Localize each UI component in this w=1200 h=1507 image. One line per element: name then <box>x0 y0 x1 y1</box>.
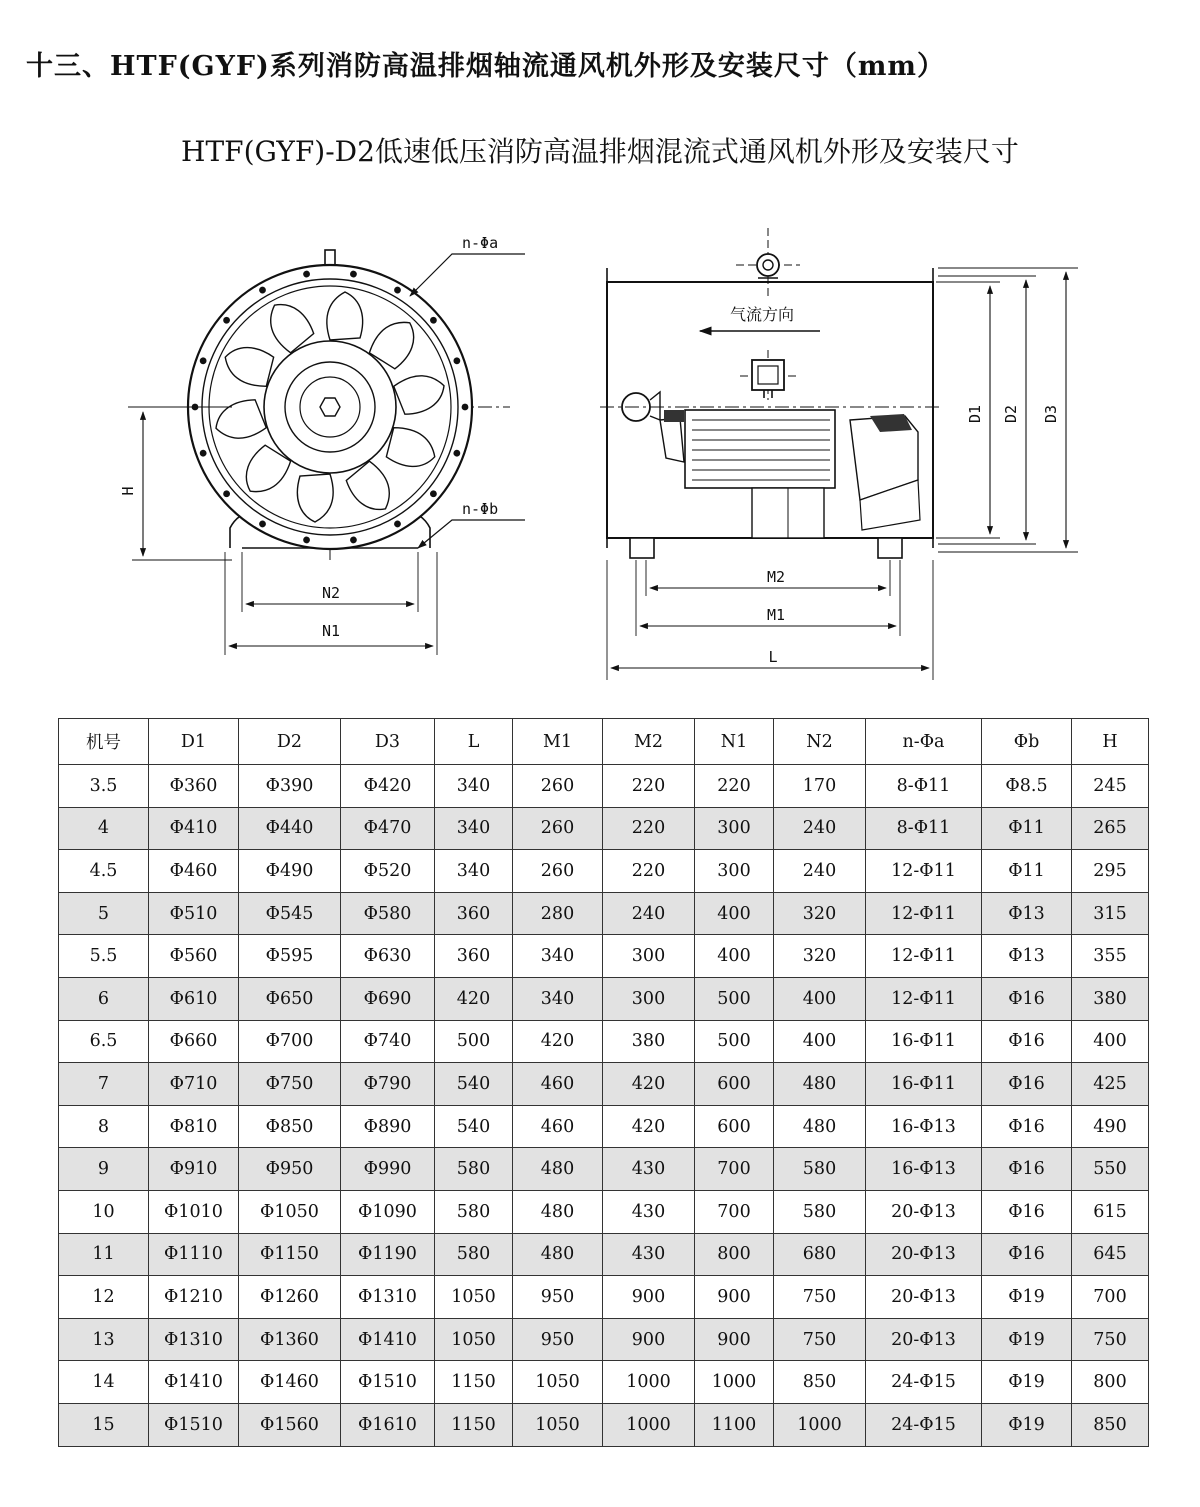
table-cell: 24-Φ15 <box>866 1361 982 1404</box>
header-h: H <box>1072 719 1149 765</box>
header-m2: M2 <box>603 719 695 765</box>
table-cell: Φ16 <box>982 977 1072 1020</box>
table-cell: Φ1190 <box>341 1233 435 1276</box>
table-cell: 490 <box>1072 1105 1149 1148</box>
table-cell: 580 <box>774 1148 866 1191</box>
table-cell: 260 <box>513 765 603 808</box>
table-cell: Φ19 <box>982 1361 1072 1404</box>
table-cell: Φ19 <box>982 1318 1072 1361</box>
label-n-phi-a: n-Φa <box>462 234 499 252</box>
table-cell: 460 <box>513 1063 603 1106</box>
drawing-subtitle: HTF(GYF)-D2低速低压消防高温排烟混流式通风机外形及安装尺寸 <box>181 135 1019 168</box>
table-cell: Φ470 <box>341 807 435 850</box>
table-cell: Φ16 <box>982 1020 1072 1063</box>
table-row <box>59 1233 1149 1276</box>
table-cell: 850 <box>774 1361 866 1404</box>
table-row <box>59 1403 1149 1446</box>
table-cell: Φ1460 <box>239 1361 341 1404</box>
table-cell: 500 <box>695 977 774 1020</box>
table-cell: 340 <box>435 807 513 850</box>
label-airflow: 气流方向 <box>730 305 795 324</box>
table-cell: 12-Φ11 <box>866 850 982 893</box>
table-cell: 20-Φ13 <box>866 1233 982 1276</box>
table-cell: 500 <box>695 1020 774 1063</box>
table-row <box>59 850 1149 893</box>
table-cell: 680 <box>774 1233 866 1276</box>
table-cell: 24-Φ15 <box>866 1403 982 1446</box>
table-cell: Φ1410 <box>149 1361 239 1404</box>
table-cell: 12-Φ11 <box>866 977 982 1020</box>
table-cell: 360 <box>435 892 513 935</box>
table-cell: Φ950 <box>239 1148 341 1191</box>
table-cell: Φ630 <box>341 935 435 978</box>
table-cell: 750 <box>1072 1318 1149 1361</box>
label-n2: N2 <box>321 584 341 602</box>
table-cell: 425 <box>1072 1063 1149 1106</box>
table-cell: 220 <box>603 807 695 850</box>
table-cell: 12 <box>59 1276 149 1319</box>
table-cell: 430 <box>603 1148 695 1191</box>
table-cell: 15 <box>59 1403 149 1446</box>
table-row <box>59 765 1149 808</box>
header-n2: N2 <box>774 719 866 765</box>
table-cell: 400 <box>774 1020 866 1063</box>
table-cell: Φ19 <box>982 1403 1072 1446</box>
table-cell: Φ520 <box>341 850 435 893</box>
table-cell: 380 <box>1072 977 1149 1020</box>
table-cell: Φ1360 <box>239 1318 341 1361</box>
table-cell: 1150 <box>435 1361 513 1404</box>
fan-dimension-drawing <box>0 210 1200 690</box>
table-cell: Φ13 <box>982 935 1072 978</box>
table-cell: 1100 <box>695 1403 774 1446</box>
table-cell: 800 <box>1072 1361 1149 1404</box>
table-cell: Φ16 <box>982 1148 1072 1191</box>
table-row <box>59 1063 1149 1106</box>
table-cell: Φ595 <box>239 935 341 978</box>
header-l: L <box>435 719 513 765</box>
table-row <box>59 892 1149 935</box>
table-cell: 8 <box>59 1105 149 1148</box>
header-n-phi-a: n-Φa <box>866 719 982 765</box>
table-cell: 300 <box>695 807 774 850</box>
table-cell: 4 <box>59 807 149 850</box>
table-cell: Φ700 <box>239 1020 341 1063</box>
table-cell: Φ16 <box>982 1105 1072 1148</box>
table-cell: Φ510 <box>149 892 239 935</box>
table-cell: 480 <box>513 1190 603 1233</box>
table-cell: 1000 <box>695 1361 774 1404</box>
label-d2: D2 <box>1002 404 1020 424</box>
table-cell: 420 <box>513 1020 603 1063</box>
table-cell: 10 <box>59 1190 149 1233</box>
table-header-row <box>59 719 1149 765</box>
table-cell: Φ1510 <box>149 1403 239 1446</box>
table-cell: 430 <box>603 1233 695 1276</box>
table-cell: 700 <box>695 1148 774 1191</box>
table-cell: 430 <box>603 1190 695 1233</box>
table-cell: 750 <box>774 1318 866 1361</box>
table-cell: 580 <box>435 1233 513 1276</box>
table-cell: 400 <box>695 935 774 978</box>
table-cell: 900 <box>695 1276 774 1319</box>
table-cell: Φ710 <box>149 1063 239 1106</box>
table-cell: 16-Φ11 <box>866 1020 982 1063</box>
label-m1: M1 <box>766 606 786 624</box>
table-cell: 580 <box>435 1190 513 1233</box>
table-cell: 900 <box>695 1318 774 1361</box>
table-cell: 20-Φ13 <box>866 1190 982 1233</box>
table-cell: 540 <box>435 1105 513 1148</box>
table-cell: 950 <box>513 1276 603 1319</box>
table-cell: Φ1090 <box>341 1190 435 1233</box>
table-row <box>59 1148 1149 1191</box>
table-cell: 950 <box>513 1318 603 1361</box>
table-cell: 480 <box>513 1148 603 1191</box>
table-cell: 8-Φ11 <box>866 807 982 850</box>
dimension-table <box>58 718 1149 1447</box>
label-d1: D1 <box>966 404 984 424</box>
table-cell: 600 <box>695 1105 774 1148</box>
table-cell: 400 <box>774 977 866 1020</box>
table-cell: Φ610 <box>149 977 239 1020</box>
table-cell: Φ460 <box>149 850 239 893</box>
table-cell: 540 <box>435 1063 513 1106</box>
table-cell: Φ19 <box>982 1276 1072 1319</box>
table-cell: 20-Φ13 <box>866 1276 982 1319</box>
table-cell: 260 <box>513 850 603 893</box>
table-cell: Φ740 <box>341 1020 435 1063</box>
table-cell: Φ16 <box>982 1063 1072 1106</box>
table-cell: Φ440 <box>239 807 341 850</box>
label-d3: D3 <box>1042 404 1060 424</box>
table-cell: 240 <box>774 807 866 850</box>
table-cell: 850 <box>1072 1403 1149 1446</box>
page-title: 十三、HTF(GYF)系列消防高温排烟轴流通风机外形及安装尺寸（mm） <box>26 51 945 82</box>
table-cell: 400 <box>695 892 774 935</box>
table-cell: 645 <box>1072 1233 1149 1276</box>
table-row <box>59 1190 1149 1233</box>
table-cell: Φ390 <box>239 765 341 808</box>
table-cell: 5 <box>59 892 149 935</box>
table-cell: 300 <box>603 935 695 978</box>
table-cell: 1050 <box>513 1361 603 1404</box>
table-cell: 480 <box>513 1233 603 1276</box>
table-cell: 320 <box>774 892 866 935</box>
table-cell: 4.5 <box>59 850 149 893</box>
table-cell: Φ660 <box>149 1020 239 1063</box>
table-cell: Φ1510 <box>341 1361 435 1404</box>
table-cell: 3.5 <box>59 765 149 808</box>
header-n1: N1 <box>695 719 774 765</box>
table-cell: 1000 <box>774 1403 866 1446</box>
table-cell: 220 <box>603 765 695 808</box>
table-cell: 600 <box>695 1063 774 1106</box>
label-n-phi-b: n-Φb <box>462 500 499 518</box>
table-cell: Φ850 <box>239 1105 341 1148</box>
table-cell: Φ545 <box>239 892 341 935</box>
table-cell: Φ1610 <box>341 1403 435 1446</box>
table-cell: Φ360 <box>149 765 239 808</box>
table-cell: 260 <box>513 807 603 850</box>
header-d1: D1 <box>149 719 239 765</box>
table-cell: Φ1010 <box>149 1190 239 1233</box>
table-cell: 615 <box>1072 1190 1149 1233</box>
header-d3: D3 <box>341 719 435 765</box>
side-view <box>600 228 1078 680</box>
table-cell: 300 <box>603 977 695 1020</box>
label-h: H <box>119 486 137 496</box>
table-cell: Φ910 <box>149 1148 239 1191</box>
header-m1: M1 <box>513 719 603 765</box>
table-cell: 220 <box>603 850 695 893</box>
table-cell: Φ810 <box>149 1105 239 1148</box>
table-cell: 7 <box>59 1063 149 1106</box>
table-cell: 420 <box>435 977 513 1020</box>
table-cell: 1050 <box>435 1276 513 1319</box>
table-row <box>59 807 1149 850</box>
table-cell: 800 <box>695 1233 774 1276</box>
table-cell: Φ1150 <box>239 1233 341 1276</box>
table-cell: Φ1210 <box>149 1276 239 1319</box>
table-cell: Φ490 <box>239 850 341 893</box>
table-cell: Φ1260 <box>239 1276 341 1319</box>
table-cell: Φ580 <box>341 892 435 935</box>
table-cell: 550 <box>1072 1148 1149 1191</box>
table-cell: 13 <box>59 1318 149 1361</box>
table-row <box>59 977 1149 1020</box>
table-cell: 355 <box>1072 935 1149 978</box>
table-cell: 1050 <box>513 1403 603 1446</box>
label-n1: N1 <box>321 622 341 640</box>
table-cell: 245 <box>1072 765 1149 808</box>
table-cell: 340 <box>513 977 603 1020</box>
table-cell: 6.5 <box>59 1020 149 1063</box>
table-row <box>59 1361 1149 1404</box>
label-l: L <box>768 648 778 666</box>
table-row <box>59 935 1149 978</box>
table-cell: 220 <box>695 765 774 808</box>
table-cell: 240 <box>603 892 695 935</box>
table-cell: Φ650 <box>239 977 341 1020</box>
header-d2: D2 <box>239 719 341 765</box>
table-cell: 300 <box>695 850 774 893</box>
table-cell: 460 <box>513 1105 603 1148</box>
table-cell: 320 <box>774 935 866 978</box>
table-cell: 240 <box>774 850 866 893</box>
table-cell: 340 <box>435 850 513 893</box>
table-cell: 1000 <box>603 1361 695 1404</box>
table-cell: Φ1110 <box>149 1233 239 1276</box>
table-cell: Φ1310 <box>341 1276 435 1319</box>
table-cell: 420 <box>603 1105 695 1148</box>
table-cell: 12-Φ11 <box>866 892 982 935</box>
table-cell: 400 <box>1072 1020 1149 1063</box>
table-cell: 750 <box>774 1276 866 1319</box>
table-cell: Φ1050 <box>239 1190 341 1233</box>
header-phi-b: Φb <box>982 719 1072 765</box>
table-cell: 5.5 <box>59 935 149 978</box>
table-row <box>59 1276 1149 1319</box>
table-cell: 8-Φ11 <box>866 765 982 808</box>
table-cell: 700 <box>1072 1276 1149 1319</box>
table-cell: 900 <box>603 1318 695 1361</box>
table-cell: 315 <box>1072 892 1149 935</box>
table-cell: 700 <box>695 1190 774 1233</box>
table-cell: 280 <box>513 892 603 935</box>
table-cell: Φ8.5 <box>982 765 1072 808</box>
table-cell: 16-Φ13 <box>866 1148 982 1191</box>
table-cell: 580 <box>774 1190 866 1233</box>
table-cell: Φ16 <box>982 1190 1072 1233</box>
table-cell: 480 <box>774 1105 866 1148</box>
label-m2: M2 <box>766 568 786 586</box>
table-cell: Φ990 <box>341 1148 435 1191</box>
table-row <box>59 1105 1149 1148</box>
table-cell: 500 <box>435 1020 513 1063</box>
table-cell: 1150 <box>435 1403 513 1446</box>
table-cell: 900 <box>603 1276 695 1319</box>
table-cell: 11 <box>59 1233 149 1276</box>
table-cell: 16-Φ13 <box>866 1105 982 1148</box>
table-row <box>59 1020 1149 1063</box>
table-row <box>59 1318 1149 1361</box>
table-cell: 340 <box>435 765 513 808</box>
table-cell: 580 <box>435 1148 513 1191</box>
table-cell: 1050 <box>435 1318 513 1361</box>
table-cell: 480 <box>774 1063 866 1106</box>
table-cell: Φ420 <box>341 765 435 808</box>
table-cell: Φ690 <box>341 977 435 1020</box>
table-cell: 265 <box>1072 807 1149 850</box>
header-model: 机号 <box>59 719 149 765</box>
table-cell: 20-Φ13 <box>866 1318 982 1361</box>
table-cell: 1000 <box>603 1403 695 1446</box>
table-cell: Φ750 <box>239 1063 341 1106</box>
table-body <box>59 765 1149 1447</box>
table-cell: 170 <box>774 765 866 808</box>
table-cell: 6 <box>59 977 149 1020</box>
table-cell: 420 <box>603 1063 695 1106</box>
table-cell: Φ790 <box>341 1063 435 1106</box>
table-cell: 340 <box>513 935 603 978</box>
table-cell: Φ11 <box>982 850 1072 893</box>
table-cell: 16-Φ11 <box>866 1063 982 1106</box>
table-cell: 380 <box>603 1020 695 1063</box>
table-cell: Φ1410 <box>341 1318 435 1361</box>
table-cell: Φ1560 <box>239 1403 341 1446</box>
table-cell: 12-Φ11 <box>866 935 982 978</box>
table-cell: Φ410 <box>149 807 239 850</box>
table-cell: Φ13 <box>982 892 1072 935</box>
table-cell: 360 <box>435 935 513 978</box>
table-cell: 295 <box>1072 850 1149 893</box>
table-cell: Φ1310 <box>149 1318 239 1361</box>
table-cell: 14 <box>59 1361 149 1404</box>
table-cell: Φ890 <box>341 1105 435 1148</box>
table-cell: 9 <box>59 1148 149 1191</box>
table-cell: Φ16 <box>982 1233 1072 1276</box>
table-cell: Φ11 <box>982 807 1072 850</box>
table-cell: Φ560 <box>149 935 239 978</box>
